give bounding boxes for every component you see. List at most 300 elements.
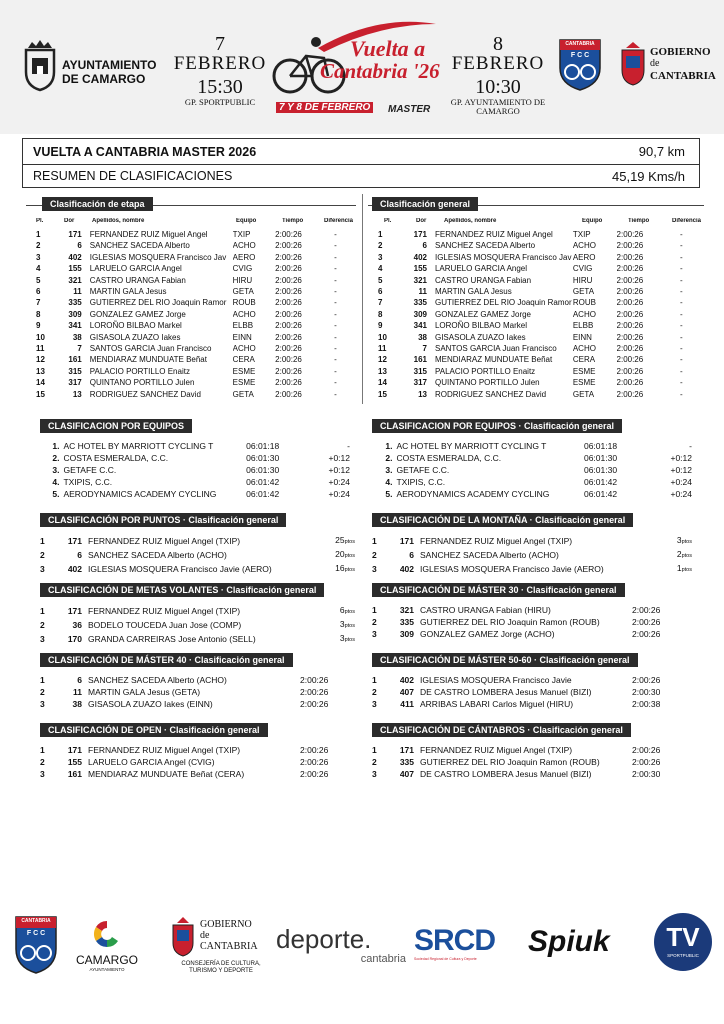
points-heading: CLASIFICACIÓN POR PUNTOS · Clasificación general [40, 513, 286, 527]
mountain-cell-name: IGLESIAS MOSQUERA Francisco Javie (AERO) [420, 564, 604, 574]
general-cell-name: GUTIERREZ DEL RIO Joaquin Ramor [434, 298, 572, 308]
footer-gob-line3: CANTABRIA [200, 941, 258, 952]
teams-stage-heading: CLASIFICACION POR EQUIPOS [40, 419, 192, 433]
stage-cell-dor: 13 [72, 389, 82, 399]
camargo-logo-line1: AYUNTAMIENTO [62, 58, 157, 72]
footer-fcc-label: CANTABRIA [21, 918, 51, 924]
general-cell-diff: - [680, 309, 683, 319]
general-cell-dor: 155 [413, 264, 427, 274]
stage-cell-team: ACHO [232, 344, 256, 354]
master30-cell-name: CASTRO URANGA Fabian (HIRU) [420, 605, 551, 615]
stage-cell-pl: 6 [36, 287, 41, 297]
stage-cell-team: ELBB [232, 321, 254, 331]
cantabros-table [372, 744, 677, 780]
master30-heading: CLASIFICACIÓN DE MÁSTER 30 · Clasificación general [372, 583, 625, 597]
stage-cell-dor: 11 [73, 287, 82, 297]
teams_general-cell-rank: 3. [385, 465, 393, 475]
gcol-pl: Pl. [384, 218, 392, 224]
general-cell-time: 2:00:26 [616, 298, 644, 308]
general-row [368, 297, 704, 308]
general-cell-pl: 6 [378, 287, 383, 297]
column-divider [362, 194, 363, 404]
master5060-cell-time: 2:00:26 [632, 675, 661, 685]
open-cell-time: 2:00:26 [300, 769, 329, 779]
general-cell-dor: 38 [418, 332, 427, 342]
cantabros-cell-time: 2:00:26 [632, 757, 661, 767]
general-cell-dor: 309 [413, 309, 427, 319]
stage-cell-team: ACHO [232, 309, 256, 319]
general-cell-diff: - [680, 241, 683, 251]
cantabros-cell-name: FERNANDEZ RUIZ Miguel Angel (TXIP) [420, 745, 573, 755]
stage-cell-time: 2:00:26 [275, 344, 302, 354]
general-cell-time: 2:00:26 [616, 275, 644, 285]
general-cell-pl: 11 [378, 344, 387, 354]
teams_stage-cell-team: COSTA ESMERALDA, C.C. [63, 453, 169, 463]
stage-row [26, 297, 356, 308]
teams_stage-row [40, 440, 350, 452]
general-cell-pl: 14 [378, 378, 387, 388]
general-cell-time: 2:00:26 [616, 332, 644, 342]
footer-fcc-letters: F C C [26, 930, 46, 937]
gcol-diff: Diferencia [672, 218, 702, 224]
teams_stage-cell-time: 06:01:18 [246, 441, 280, 451]
event-title-line2: Cantabria '26 [320, 59, 440, 83]
cantabros-cell-dor: 407 [399, 769, 414, 779]
stage-row [26, 332, 356, 343]
teams_general-cell-team: GETAFE C.C. [396, 465, 450, 475]
master40-cell-rank: 3 [40, 699, 45, 709]
general-row [368, 366, 704, 377]
general-cell-pl: 4 [378, 264, 383, 274]
cantabros-cell-dor: 171 [399, 745, 414, 755]
general-cell-diff: - [680, 332, 683, 342]
teams_stage-row [40, 464, 350, 476]
sprints-points-value: 6 [339, 605, 345, 615]
stage-cell-dor: 38 [72, 332, 82, 342]
master5060-cell-name: ARRIBAS LABARI Carlos Miguel (HIRU) [420, 699, 574, 709]
stage-cell-pl: 5 [36, 275, 41, 285]
general-cell-team: ESME [572, 378, 596, 388]
gobierno-line3: CANTABRIA [650, 70, 716, 82]
camargo-shield-icon [22, 38, 58, 92]
master40-section [40, 650, 360, 710]
master30-cell-time: 2:00:26 [632, 629, 661, 639]
stage-row [26, 389, 356, 400]
date-1-place: GP. SPORTPUBLIC [184, 97, 256, 107]
cantabros-row [372, 756, 677, 768]
open-section [40, 720, 360, 780]
general-cell-dor: 171 [413, 230, 427, 239]
stage-cell-dor: 321 [68, 275, 82, 285]
fcc-logo-letters: F C C [570, 52, 590, 59]
mountain-points-unit: ptos [681, 567, 692, 573]
cantabros-row [372, 768, 677, 780]
teams_stage-cell-diff: - [347, 441, 350, 451]
teams_stage-cell-rank: 1. [52, 441, 60, 451]
teams_general-cell-team: AC HOTEL BY MARRIOTT CYCLING T [396, 441, 547, 451]
stage-cell-diff: - [334, 252, 337, 262]
sprints-cell-rank: 3 [40, 634, 45, 644]
sprints-points-unit: ptos [344, 637, 355, 643]
master40-cell-time: 2:00:26 [300, 699, 329, 709]
points-points-unit: ptos [344, 539, 355, 545]
stage-cell-name: RODRIGUEZ SANCHEZ David [89, 389, 201, 399]
general-cell-name: RODRIGUEZ SANCHEZ David [434, 389, 547, 399]
stage-cell-dor: 161 [68, 355, 82, 365]
footer-consejeria-line2: TURISMO Y DEPORTE [189, 968, 253, 974]
stage-row [26, 320, 356, 331]
stage-cell-diff: - [334, 321, 337, 331]
open-cell-name: LARUELO GARCIA Angel (CVIG) [88, 757, 215, 767]
general-cell-team: CVIG [572, 264, 593, 274]
teams_general-cell-diff: +0:24 [670, 477, 692, 487]
open-cell-time: 2:00:26 [300, 745, 329, 755]
teams_stage-cell-rank: 5. [52, 489, 60, 499]
teams-general-heading: CLASIFICACION POR EQUIPOS · Clasificación general [372, 419, 622, 433]
stage-cell-time: 2:00:26 [275, 378, 302, 388]
general-cell-dor: 341 [413, 321, 427, 331]
general-cell-time: 2:00:26 [616, 287, 644, 297]
master30-cell-dor: 321 [399, 605, 414, 615]
stage-cell-dor: 335 [68, 298, 82, 308]
date-1-month: FEBRERO [173, 53, 267, 74]
teams_general-cell-time: 06:01:42 [583, 477, 618, 487]
stage-column-headers [26, 218, 356, 224]
general-cell-time: 2:00:26 [616, 309, 644, 319]
general-cell-pl: 8 [378, 309, 383, 319]
teams_general-row [372, 464, 692, 476]
general-cell-dor: 7 [422, 344, 427, 354]
teams_stage-cell-time: 06:01:30 [246, 465, 280, 475]
stage-row [26, 354, 356, 365]
gcol-team: Equipo [582, 218, 603, 224]
open-row [40, 744, 335, 756]
date-stage-2 [448, 34, 548, 116]
date-2-day: 8 [493, 33, 503, 55]
footer-consejeria-line1: CONSEJERÍA DE CULTURA, [181, 961, 261, 967]
footer-deporte-sub: cantabria [360, 953, 406, 965]
mountain-cell-dor: 402 [399, 564, 414, 574]
stage-cell-dor: 317 [68, 378, 82, 388]
cantabros-cell-rank: 2 [372, 757, 377, 767]
mountain-table [372, 534, 692, 576]
teams_stage-cell-rank: 2. [52, 453, 60, 463]
general-table [368, 229, 704, 400]
master30-cell-time: 2:00:26 [632, 605, 661, 615]
teams_stage-cell-diff: +0:24 [328, 477, 350, 487]
general-cell-dor: 321 [413, 275, 427, 285]
general-cell-name: PALACIO PORTILLO Enaitz [434, 366, 536, 376]
master30-section [372, 580, 704, 640]
teams_general-cell-time: 06:01:30 [583, 453, 618, 463]
master30-row [372, 604, 677, 616]
mountain-row [372, 534, 692, 548]
general-cell-team: CERA [572, 355, 596, 365]
cantabros-cell-name: GUTIERREZ DEL RIO Joaquin Ramon (ROUB) [420, 757, 600, 767]
event-master-tag: MASTER [388, 104, 431, 115]
stage-row [26, 263, 356, 274]
general-cell-pl: 7 [378, 298, 383, 308]
stage-cell-name: QUINTANO PORTILLO Julen [89, 378, 195, 388]
footer-fcc-logo [14, 915, 58, 975]
stage-cell-diff: - [334, 298, 337, 308]
teams_stage-cell-team: AC HOTEL BY MARRIOTT CYCLING T [63, 441, 214, 451]
sprints-row [40, 618, 355, 632]
general-cell-dor: 402 [413, 252, 427, 262]
footer-tv-text: TV [666, 922, 700, 952]
general-cell-name: SANCHEZ SACEDA Alberto [434, 241, 536, 251]
stage-cell-name: MARTIN GALA Jesus [89, 287, 167, 297]
camargo-logo [22, 38, 162, 92]
stage-cell-time: 2:00:26 [275, 309, 302, 319]
master40-cell-time: 2:00:26 [300, 687, 329, 697]
general-cell-diff: - [680, 275, 683, 285]
teams_general-cell-time: 06:01:18 [583, 441, 618, 451]
general-cell-team: ACHO [572, 241, 596, 251]
teams_stage-cell-diff: +0:12 [328, 453, 350, 463]
general-cell-dor: 317 [413, 378, 427, 388]
general-cell-diff: - [680, 366, 683, 376]
teams_general-cell-rank: 4. [385, 477, 393, 487]
stage-cell-dor: 6 [77, 241, 82, 251]
footer-camargo-text: CAMARGO [75, 953, 138, 967]
gobierno-shield-icon [620, 42, 646, 86]
points-points-value: 25 [335, 535, 345, 545]
points-row [40, 562, 355, 576]
points-cell-points [308, 548, 355, 562]
mountain-points-unit: ptos [681, 539, 692, 545]
points-points-unit: ptos [344, 553, 355, 559]
general-cell-pl: 2 [378, 241, 383, 251]
col-pl: Pl. [36, 218, 44, 224]
master5060-cell-rank: 2 [372, 687, 377, 697]
teams_stage-cell-team: AERODYNAMICS ACADEMY CYCLING [63, 489, 217, 499]
mountain-heading: CLASIFICACIÓN DE LA MONTAÑA · Clasificación general [372, 513, 633, 527]
stage-cell-pl: 11 [36, 344, 45, 354]
master40-cell-rank: 2 [40, 687, 45, 697]
open-cell-dor: 155 [67, 757, 82, 767]
gcol-dor: Dor [416, 218, 427, 224]
general-cell-name: IGLESIAS MOSQUERA Francisco Jav [434, 252, 572, 262]
stage-cell-diff: - [334, 355, 337, 365]
master30-cell-rank: 3 [372, 629, 377, 639]
col-time: Tiempo [282, 218, 304, 224]
stage-cell-time: 2:00:26 [275, 355, 302, 365]
general-cell-team: ESME [572, 366, 596, 376]
stage-cell-dor: 309 [68, 309, 82, 319]
teams_stage-cell-diff: +0:12 [328, 465, 350, 475]
general-classification [368, 194, 704, 400]
teams_general-cell-rank: 1. [385, 441, 393, 451]
general-cell-time: 2:00:26 [616, 344, 644, 354]
master40-heading: CLASIFICACIÓN DE MÁSTER 40 · Clasificación general [40, 653, 293, 667]
stage-cell-team: ESME [232, 378, 256, 388]
teams_general-row [372, 440, 692, 452]
general-row [368, 263, 704, 274]
general-cell-pl: 9 [378, 321, 383, 331]
col-dor: Dor [64, 218, 75, 224]
master30-cell-dor: 335 [399, 617, 414, 627]
stage-cell-name: GUTIERREZ DEL RIO Joaquin Ramor [89, 298, 227, 308]
mountain-points-value: 2 [676, 549, 682, 559]
stage-cell-diff: - [334, 241, 337, 251]
general-cell-pl: 5 [378, 275, 383, 285]
footer-sponsors [0, 905, 724, 995]
stage-cell-pl: 4 [36, 264, 41, 274]
master30-cell-name: GUTIERREZ DEL RIO Joaquin Ramon (ROUB) [420, 617, 600, 627]
general-row [368, 275, 704, 286]
footer-gobierno-shield-icon [172, 917, 194, 957]
general-cell-dor: 13 [418, 389, 427, 399]
footer-srcd-sub: Sociedad Regional de Cultura y Deporte [414, 957, 477, 961]
general-cell-dor: 11 [418, 287, 427, 297]
mountain-cell-points [640, 562, 692, 576]
mountain-cell-rank: 3 [372, 564, 377, 574]
points-cell-name: FERNANDEZ RUIZ Miguel Angel (TXIP) [88, 536, 241, 546]
date-1-day: 7 [215, 33, 225, 55]
stage-cell-time: 2:00:26 [275, 264, 302, 274]
master30-cell-time: 2:00:26 [632, 617, 661, 627]
teams_general-cell-team: COSTA ESMERALDA, C.C. [396, 453, 502, 463]
general-row [368, 309, 704, 320]
sprints-cell-rank: 2 [40, 620, 45, 630]
master40-cell-time: 2:00:26 [300, 675, 329, 685]
gcol-name: Apellidos, nombre [444, 218, 497, 224]
stage-table [26, 229, 356, 400]
stage-cell-name: IGLESIAS MOSQUERA Francisco Jav [89, 252, 227, 262]
master5060-section [372, 650, 704, 710]
general-cell-dor: 315 [413, 366, 427, 376]
master5060-cell-name: IGLESIAS MOSQUERA Francisco Javie [420, 675, 572, 685]
general-row [368, 240, 704, 251]
master30-row [372, 616, 677, 628]
cantabros-cell-time: 2:00:30 [632, 769, 661, 779]
stage-cell-diff: - [334, 230, 337, 239]
stage-cell-diff: - [334, 389, 337, 399]
open-cell-name: MENDIARAZ MUNDUATE Beñat (CERA) [88, 769, 245, 779]
col-name: Apellidos, nombre [92, 218, 145, 224]
mountain-section [372, 510, 704, 576]
sprints-cell-name: GRANDA CARREIRAS Jose Antonio (SELL) [88, 634, 256, 644]
general-cell-name: GONZALEZ GAMEZ Jorge [434, 309, 532, 319]
general-cell-team: ELBB [572, 321, 594, 331]
general-cell-team: EINN [572, 332, 592, 342]
sprints-cell-dor: 170 [67, 634, 82, 644]
general-cell-diff: - [680, 264, 683, 274]
teams_general-cell-diff: - [689, 441, 692, 451]
stage-cell-time: 2:00:26 [275, 389, 302, 399]
stage-cell-name: LOROÑO BILBAO Markel [89, 321, 182, 331]
footer-deporte-text: deporte. [276, 924, 372, 954]
mountain-cell-name: FERNANDEZ RUIZ Miguel Angel (TXIP) [420, 536, 573, 546]
master5060-cell-dor: 402 [399, 675, 414, 685]
general-row [368, 354, 704, 365]
master5060-row [372, 686, 677, 698]
general-cell-pl: 3 [378, 252, 383, 262]
general-column-headers [368, 218, 704, 224]
general-cell-diff: - [680, 355, 683, 365]
sprints-table [40, 604, 355, 646]
general-row [368, 286, 704, 297]
mountain-cell-points [640, 548, 692, 562]
master30-cell-name: GONZALEZ GAMEZ Jorge (ACHO) [420, 629, 555, 639]
points-table [40, 534, 355, 576]
summary-title: RESUMEN DE CLASIFICACIONES [33, 169, 233, 183]
mountain-cell-dor: 6 [409, 550, 414, 560]
sprints-points-unit: ptos [344, 623, 355, 629]
master40-table [40, 674, 335, 710]
general-cell-time: 2:00:26 [616, 378, 644, 388]
teams_general-cell-team: TXIPIS, C.C. [396, 477, 446, 487]
general-cell-dor: 335 [413, 298, 427, 308]
col-team: Equipo [236, 218, 257, 224]
general-cell-pl: 12 [378, 355, 387, 365]
stage-cell-diff: - [334, 287, 337, 297]
master5060-cell-rank: 3 [372, 699, 377, 709]
sprints-points-value: 3 [339, 633, 345, 643]
general-cell-dor: 161 [413, 355, 427, 365]
general-cell-name: FERNANDEZ RUIZ Miguel Angel [434, 230, 553, 239]
stage-cell-name: SANCHEZ SACEDA Alberto [89, 241, 190, 251]
teams_stage-cell-diff: +0:24 [328, 489, 350, 499]
teams_stage-cell-time: 06:01:42 [246, 477, 280, 487]
event-logo [272, 18, 442, 120]
stage-cell-diff: - [334, 344, 337, 354]
sprints-heading: CLASIFICACIÓN DE METAS VOLANTES · Clasificación general [40, 583, 324, 597]
stage-cell-pl: 8 [36, 309, 41, 319]
master5060-row [372, 674, 677, 686]
race-name: VUELTA A CANTABRIA MASTER 2026 [33, 145, 257, 159]
cantabros-heading: CLASIFICACIÓN DE CÁNTABROS · Clasificación general [372, 723, 631, 737]
master30-cell-rank: 1 [372, 605, 377, 615]
sprints-section [40, 580, 360, 646]
general-row [368, 343, 704, 354]
stage-cell-team: GETA [232, 287, 254, 297]
stage-cell-time: 2:00:26 [275, 275, 302, 285]
cantabros-section [372, 720, 704, 780]
general-cell-pl: 10 [378, 332, 387, 342]
stage-cell-pl: 3 [36, 252, 41, 262]
general-cell-team: ROUB [572, 298, 596, 308]
points-cell-dor: 171 [67, 536, 82, 546]
stage-cell-pl: 10 [36, 332, 45, 342]
points-cell-rank: 1 [40, 536, 45, 546]
mountain-cell-dor: 171 [399, 536, 414, 546]
teams-stage-section [40, 416, 360, 500]
sprints-cell-dor: 36 [72, 620, 82, 630]
teams_stage-cell-team: TXIPIS, C.C. [63, 477, 113, 487]
sprints-points-value: 3 [339, 619, 345, 629]
teams_general-cell-diff: +0:12 [670, 465, 692, 475]
footer-gob-line2: de [200, 930, 210, 941]
cantabros-cell-rank: 3 [372, 769, 377, 779]
general-cell-team: HIRU [572, 275, 593, 285]
open-cell-rank: 1 [40, 745, 45, 755]
stage-cell-diff: - [334, 309, 337, 319]
stage-cell-name: CASTRO URANGA Fabian [89, 275, 186, 285]
general-cell-name: CASTRO URANGA Fabian [434, 275, 532, 285]
stage-cell-name: GONZALEZ GAMEZ Jorge [89, 309, 186, 319]
general-cell-time: 2:00:26 [616, 252, 644, 262]
stage-row [26, 275, 356, 286]
stage-classification [26, 194, 356, 400]
stage-row [26, 366, 356, 377]
master40-cell-name: GISASOLA ZUAZO Iakes (EINN) [88, 699, 213, 709]
title-row [23, 139, 699, 165]
stage-cell-diff: - [334, 275, 337, 285]
mountain-cell-points [640, 534, 692, 548]
points-cell-rank: 3 [40, 564, 45, 574]
